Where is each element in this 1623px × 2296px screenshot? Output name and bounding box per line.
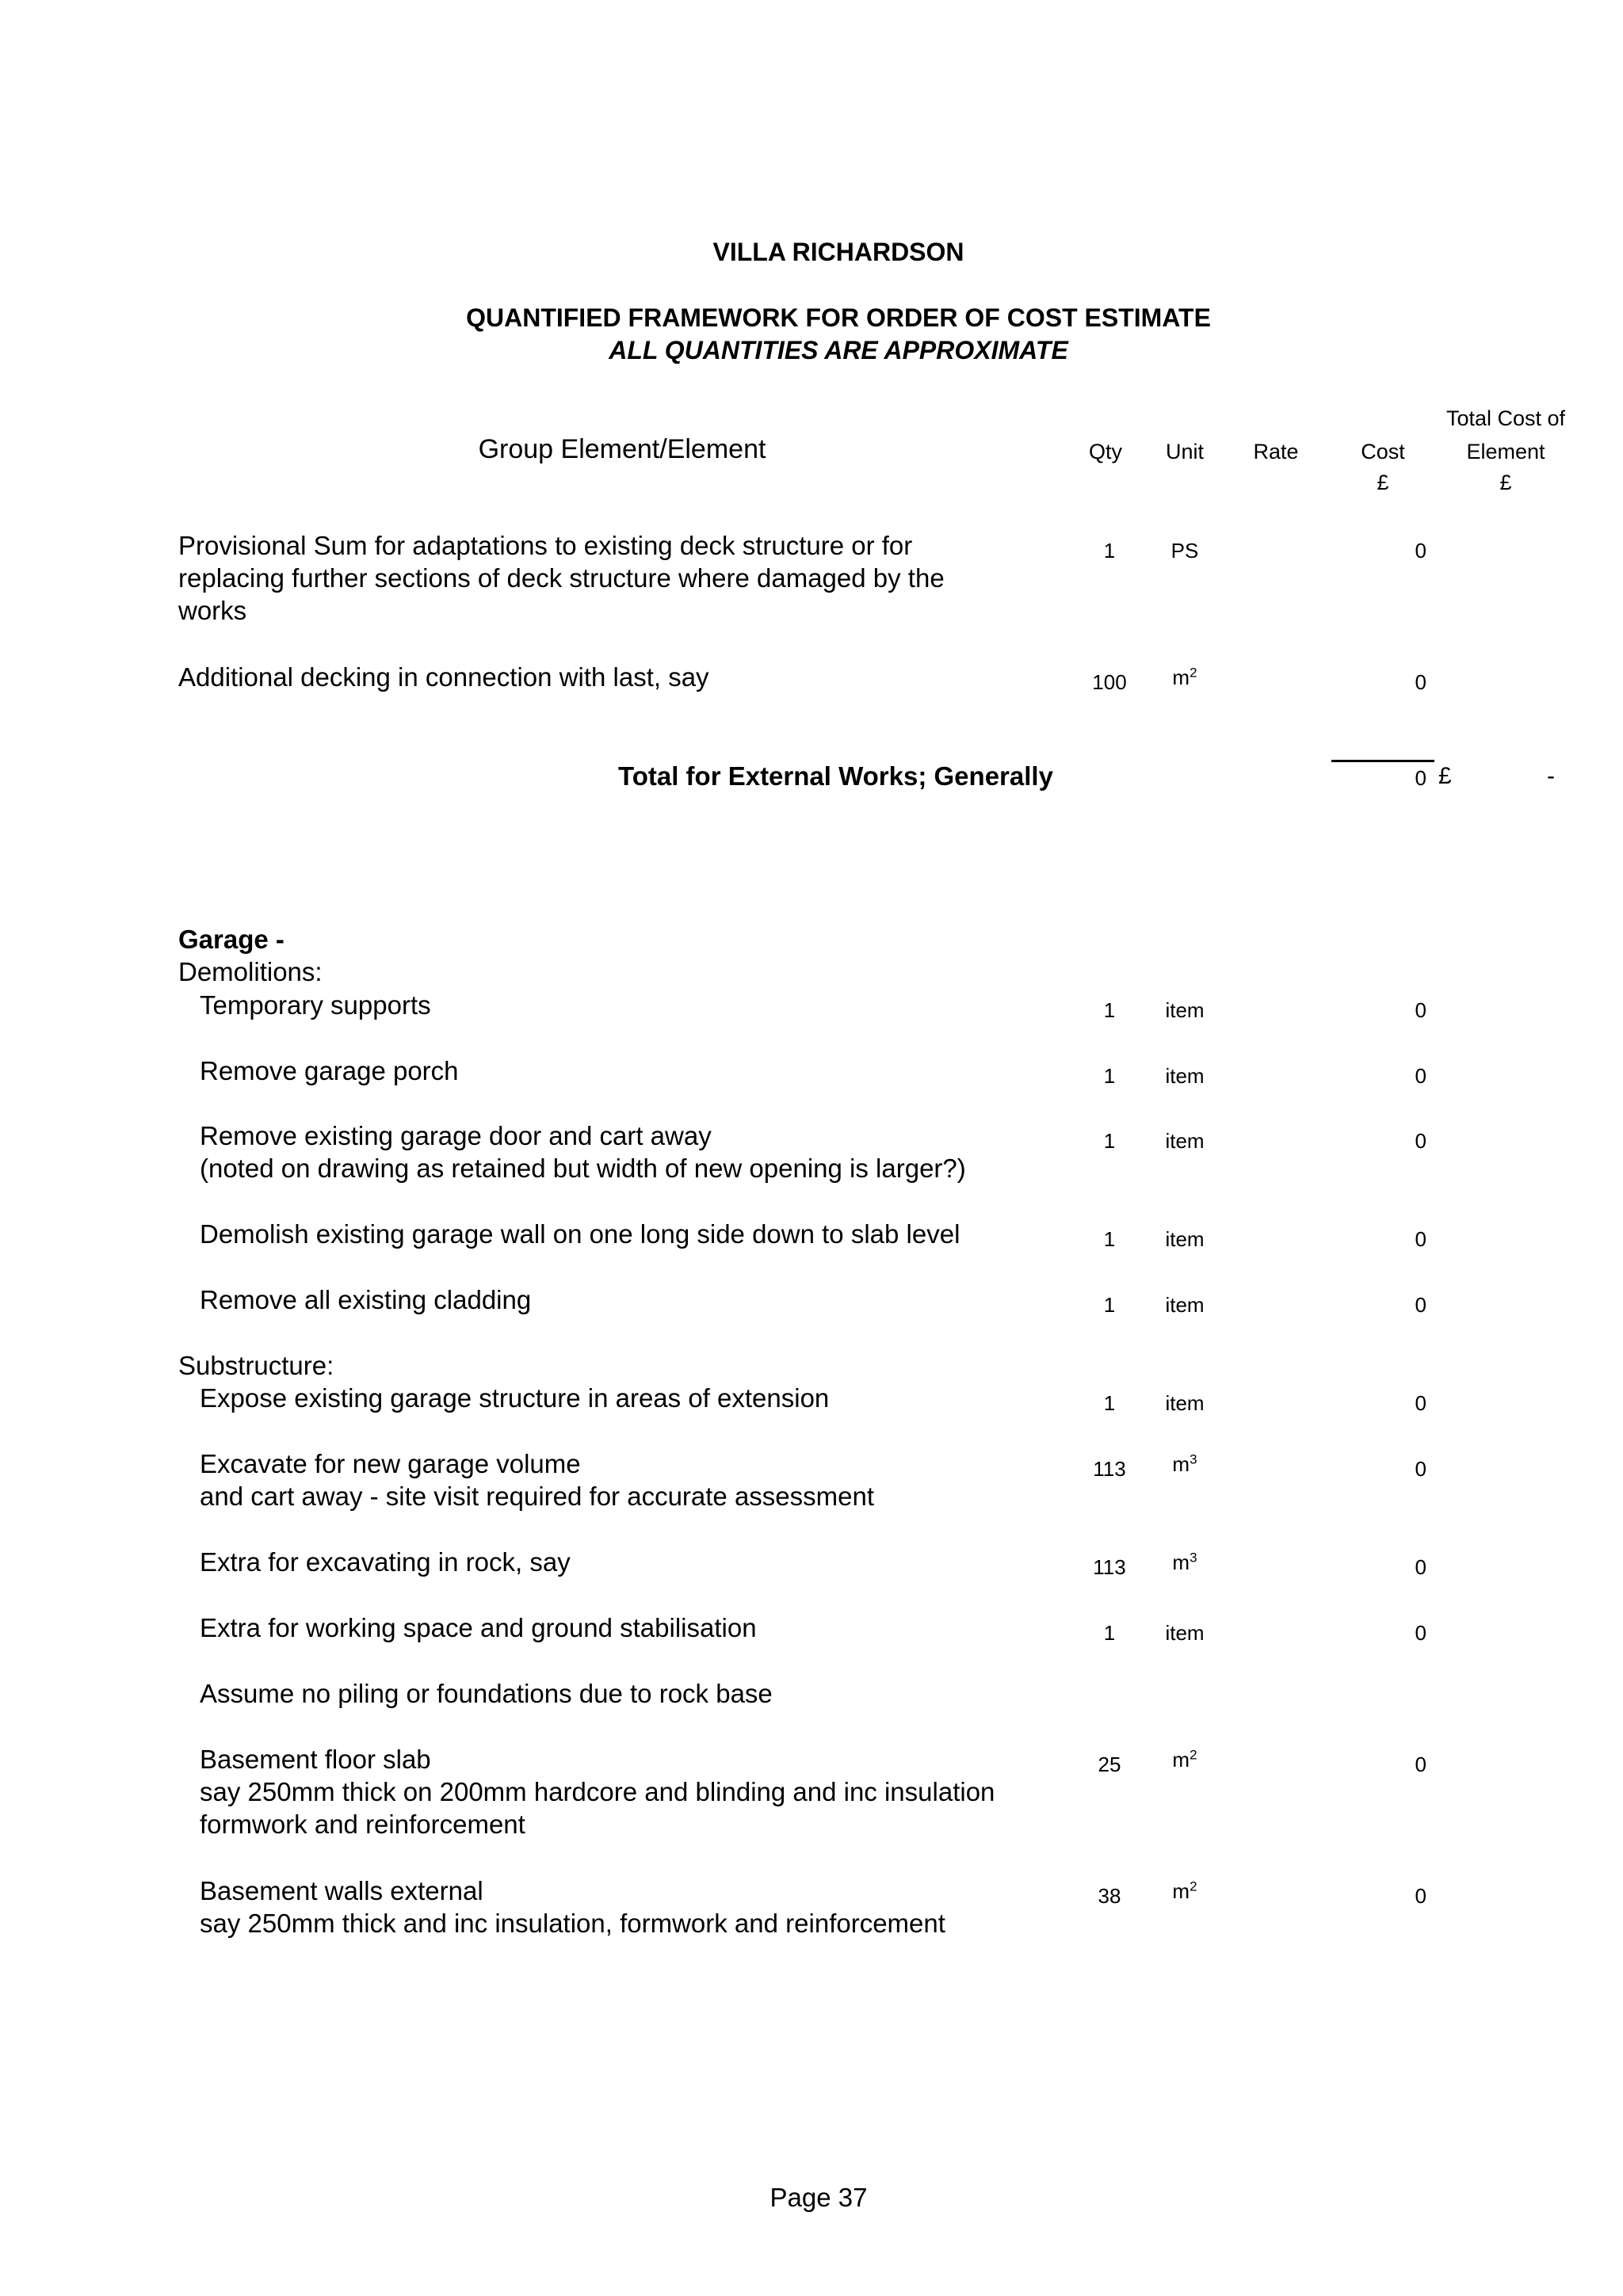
line-item-cost: 0: [1415, 998, 1426, 1022]
column-header-unit: Unit: [1165, 440, 1204, 463]
line-item-description: Demolish existing garage wall on one long side down to slab level: [200, 1219, 960, 1249]
line-item-qty: 1: [1103, 1293, 1116, 1317]
line-item-description: Basement floor slab say 250mm thick on 200mm hardcore and blinding and inc insulation formwork and reinforcement: [200, 1745, 995, 1839]
line-item-unit: PS: [1170, 539, 1199, 563]
line-item-qty: 1: [1103, 1621, 1116, 1645]
line-item-cost: 0: [1415, 539, 1426, 563]
line-item-qty: 100: [1092, 670, 1127, 694]
line-item-qty: 1: [1103, 539, 1116, 563]
subsection-heading-substructure: Substructure:: [178, 1351, 334, 1380]
line-item-cost: 0: [1415, 1227, 1426, 1251]
line-item-qty: 113: [1093, 1555, 1126, 1579]
document-subtitle-note: ALL QUANTITIES ARE APPROXIMATE: [609, 336, 1068, 364]
line-item-cost: 0: [1415, 1293, 1426, 1317]
page-number: Page 37: [769, 2183, 868, 2212]
total-external-works-label: Total for External Works; Generally: [618, 761, 1053, 791]
line-item-description: Remove existing garage door and cart away (noted on drawing as retained but width of new opening is larger?): [200, 1121, 966, 1183]
line-item-description: Excavate for new garage volume and cart away - site visit required for accurate assessment: [200, 1449, 875, 1511]
line-item-unit: $m^2$: [1172, 665, 1197, 689]
total-external-works-value: -: [1547, 763, 1555, 789]
column-header-cost: Cost: [1361, 440, 1405, 463]
line-item-description: Extra for excavating in rock, say: [200, 1547, 571, 1577]
line-item-unit: $m^2$: [1172, 1747, 1197, 1772]
section-heading-garage: Garage -: [178, 925, 285, 954]
line-item-qty: 25: [1098, 1753, 1121, 1776]
document-title: VILLA RICHARDSON: [712, 238, 964, 266]
line-item-description: Extra for working space and ground stabilisation: [200, 1613, 757, 1642]
column-header-qty: Qty: [1088, 440, 1122, 463]
line-item-description: Remove all existing cladding: [200, 1285, 532, 1314]
line-item-description: Temporary supports: [200, 990, 431, 1020]
subtotal-rule: [1331, 760, 1434, 762]
total-external-works-cost: 0: [1415, 766, 1426, 790]
document-subtitle: QUANTIFIED FRAMEWORK FOR ORDER OF COST ESTIMATE: [466, 303, 1211, 332]
line-item-description: Basement walls external say 250mm thick and inc insulation, formwork and reinforcement: [200, 1876, 945, 1938]
line-item-cost: 0: [1415, 670, 1426, 694]
line-item-description: Remove garage porch: [200, 1056, 459, 1085]
line-item-description: Additional decking in connection with last, say: [178, 662, 709, 692]
column-header-cost-currency: £: [1377, 471, 1389, 494]
column-header-total-line1: Total Cost of: [1445, 406, 1566, 430]
line-item-unit: item: [1165, 1064, 1205, 1088]
line-item-qty: 38: [1098, 1884, 1121, 1908]
line-item-cost: 0: [1415, 1391, 1426, 1415]
subsection-heading-demolitions: Demolitions:: [178, 957, 323, 986]
line-item-qty: 1: [1103, 1129, 1116, 1153]
line-item-qty: 1: [1103, 1391, 1116, 1415]
column-header-total-currency: £: [1499, 471, 1512, 494]
column-header-total-line2: Element: [1466, 440, 1545, 463]
line-item-unit: $m^2$: [1172, 1878, 1197, 1903]
line-item-cost: 0: [1415, 1884, 1426, 1908]
line-item-unit: $m^3$: [1172, 1451, 1197, 1476]
line-item-unit: $m^3$: [1172, 1550, 1197, 1574]
line-item-cost: 0: [1415, 1621, 1426, 1645]
line-item-qty: 113: [1093, 1457, 1126, 1481]
line-item-unit: item: [1165, 1293, 1205, 1317]
line-item-qty: 1: [1103, 1227, 1116, 1251]
column-header-element: Group Element/Element: [478, 434, 766, 464]
line-item-note: Assume no piling or foundations due to rock base: [200, 1679, 773, 1708]
line-item-unit: item: [1165, 1227, 1205, 1251]
line-item-description: Expose existing garage structure in areas of extension: [200, 1383, 830, 1413]
line-item-qty: 1: [1103, 998, 1116, 1022]
total-external-works-currency: £: [1438, 763, 1452, 789]
line-item-cost: 0: [1415, 1064, 1426, 1088]
line-item-unit: item: [1165, 1621, 1205, 1645]
line-item-cost: 0: [1415, 1457, 1426, 1481]
line-item-cost: 0: [1415, 1129, 1426, 1153]
column-header-rate: Rate: [1253, 440, 1299, 463]
line-item-unit: item: [1165, 998, 1205, 1022]
line-item-description: Provisional Sum for adaptations to existing deck structure or for replacing further sections of deck structure where damaged by the works: [178, 531, 945, 625]
line-item-cost: 0: [1415, 1555, 1426, 1579]
line-item-unit: item: [1165, 1391, 1205, 1415]
line-item-unit: item: [1165, 1129, 1205, 1153]
line-item-cost: 0: [1415, 1753, 1426, 1776]
line-item-qty: 1: [1103, 1064, 1116, 1088]
